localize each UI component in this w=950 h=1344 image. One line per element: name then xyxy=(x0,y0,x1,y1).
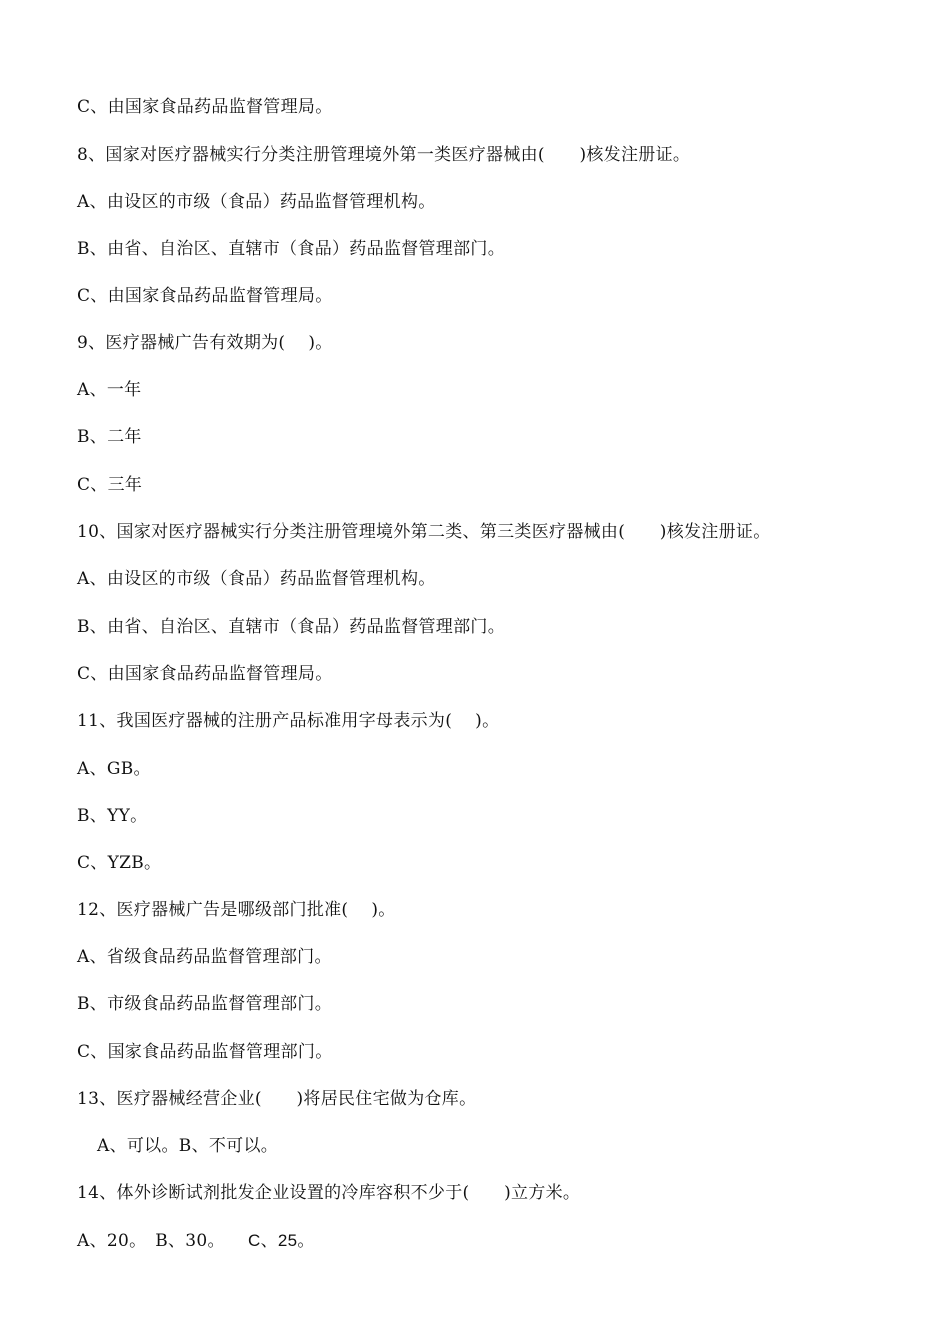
option-14c: C、25。 xyxy=(248,1231,315,1250)
options-13: A、可以。B、不可以。 xyxy=(97,1136,279,1156)
question-12: 12、医疗器械广告是哪级部门批准( )。 xyxy=(77,900,396,920)
option-10c: C、由国家食品药品监督管理局。 xyxy=(77,664,333,684)
question-11: 11、我国医疗器械的注册产品标准用字母表示为( )。 xyxy=(77,711,500,731)
question-8: 8、国家对医疗器械实行分类注册管理境外第一类医疗器械由( )核发注册证。 xyxy=(77,145,691,165)
option-8b: B、由省、自治区、直辖市（食品）药品监督管理部门。 xyxy=(77,239,505,259)
option-9a: A、一年 xyxy=(77,380,142,400)
option-12c: C、国家食品药品监督管理部门。 xyxy=(77,1042,333,1062)
option-10a: A、由设区的市级（食品）药品监督管理机构。 xyxy=(77,569,436,589)
option-7c: C、由国家食品药品监督管理局。 xyxy=(77,97,333,117)
options-14ab: A、20。 B、30。 xyxy=(77,1231,234,1251)
option-11a: A、GB。 xyxy=(77,759,151,779)
option-9c: C、三年 xyxy=(77,475,143,495)
question-9: 9、医疗器械广告有效期为( )。 xyxy=(77,333,333,353)
option-9b: B、二年 xyxy=(77,427,142,447)
option-12a: A、省级食品药品监督管理部门。 xyxy=(77,947,332,967)
question-14: 14、体外诊断试剂批发企业设置的冷库容积不少于( )立方米。 xyxy=(77,1183,581,1203)
question-13: 13、医疗器械经营企业( )将居民住宅做为仓库。 xyxy=(77,1089,477,1109)
option-11b: B、YY。 xyxy=(77,806,148,826)
option-8c: C、由国家食品药品监督管理局。 xyxy=(77,286,333,306)
option-8a: A、由设区的市级（食品）药品监督管理机构。 xyxy=(77,192,436,212)
question-10: 10、国家对医疗器械实行分类注册管理境外第二类、第三类医疗器械由( )核发注册证。 xyxy=(77,522,771,542)
option-11c: C、YZB。 xyxy=(77,853,162,873)
option-12b: B、市级食品药品监督管理部门。 xyxy=(77,994,332,1014)
option-10b: B、由省、自治区、直辖市（食品）药品监督管理部门。 xyxy=(77,617,505,637)
